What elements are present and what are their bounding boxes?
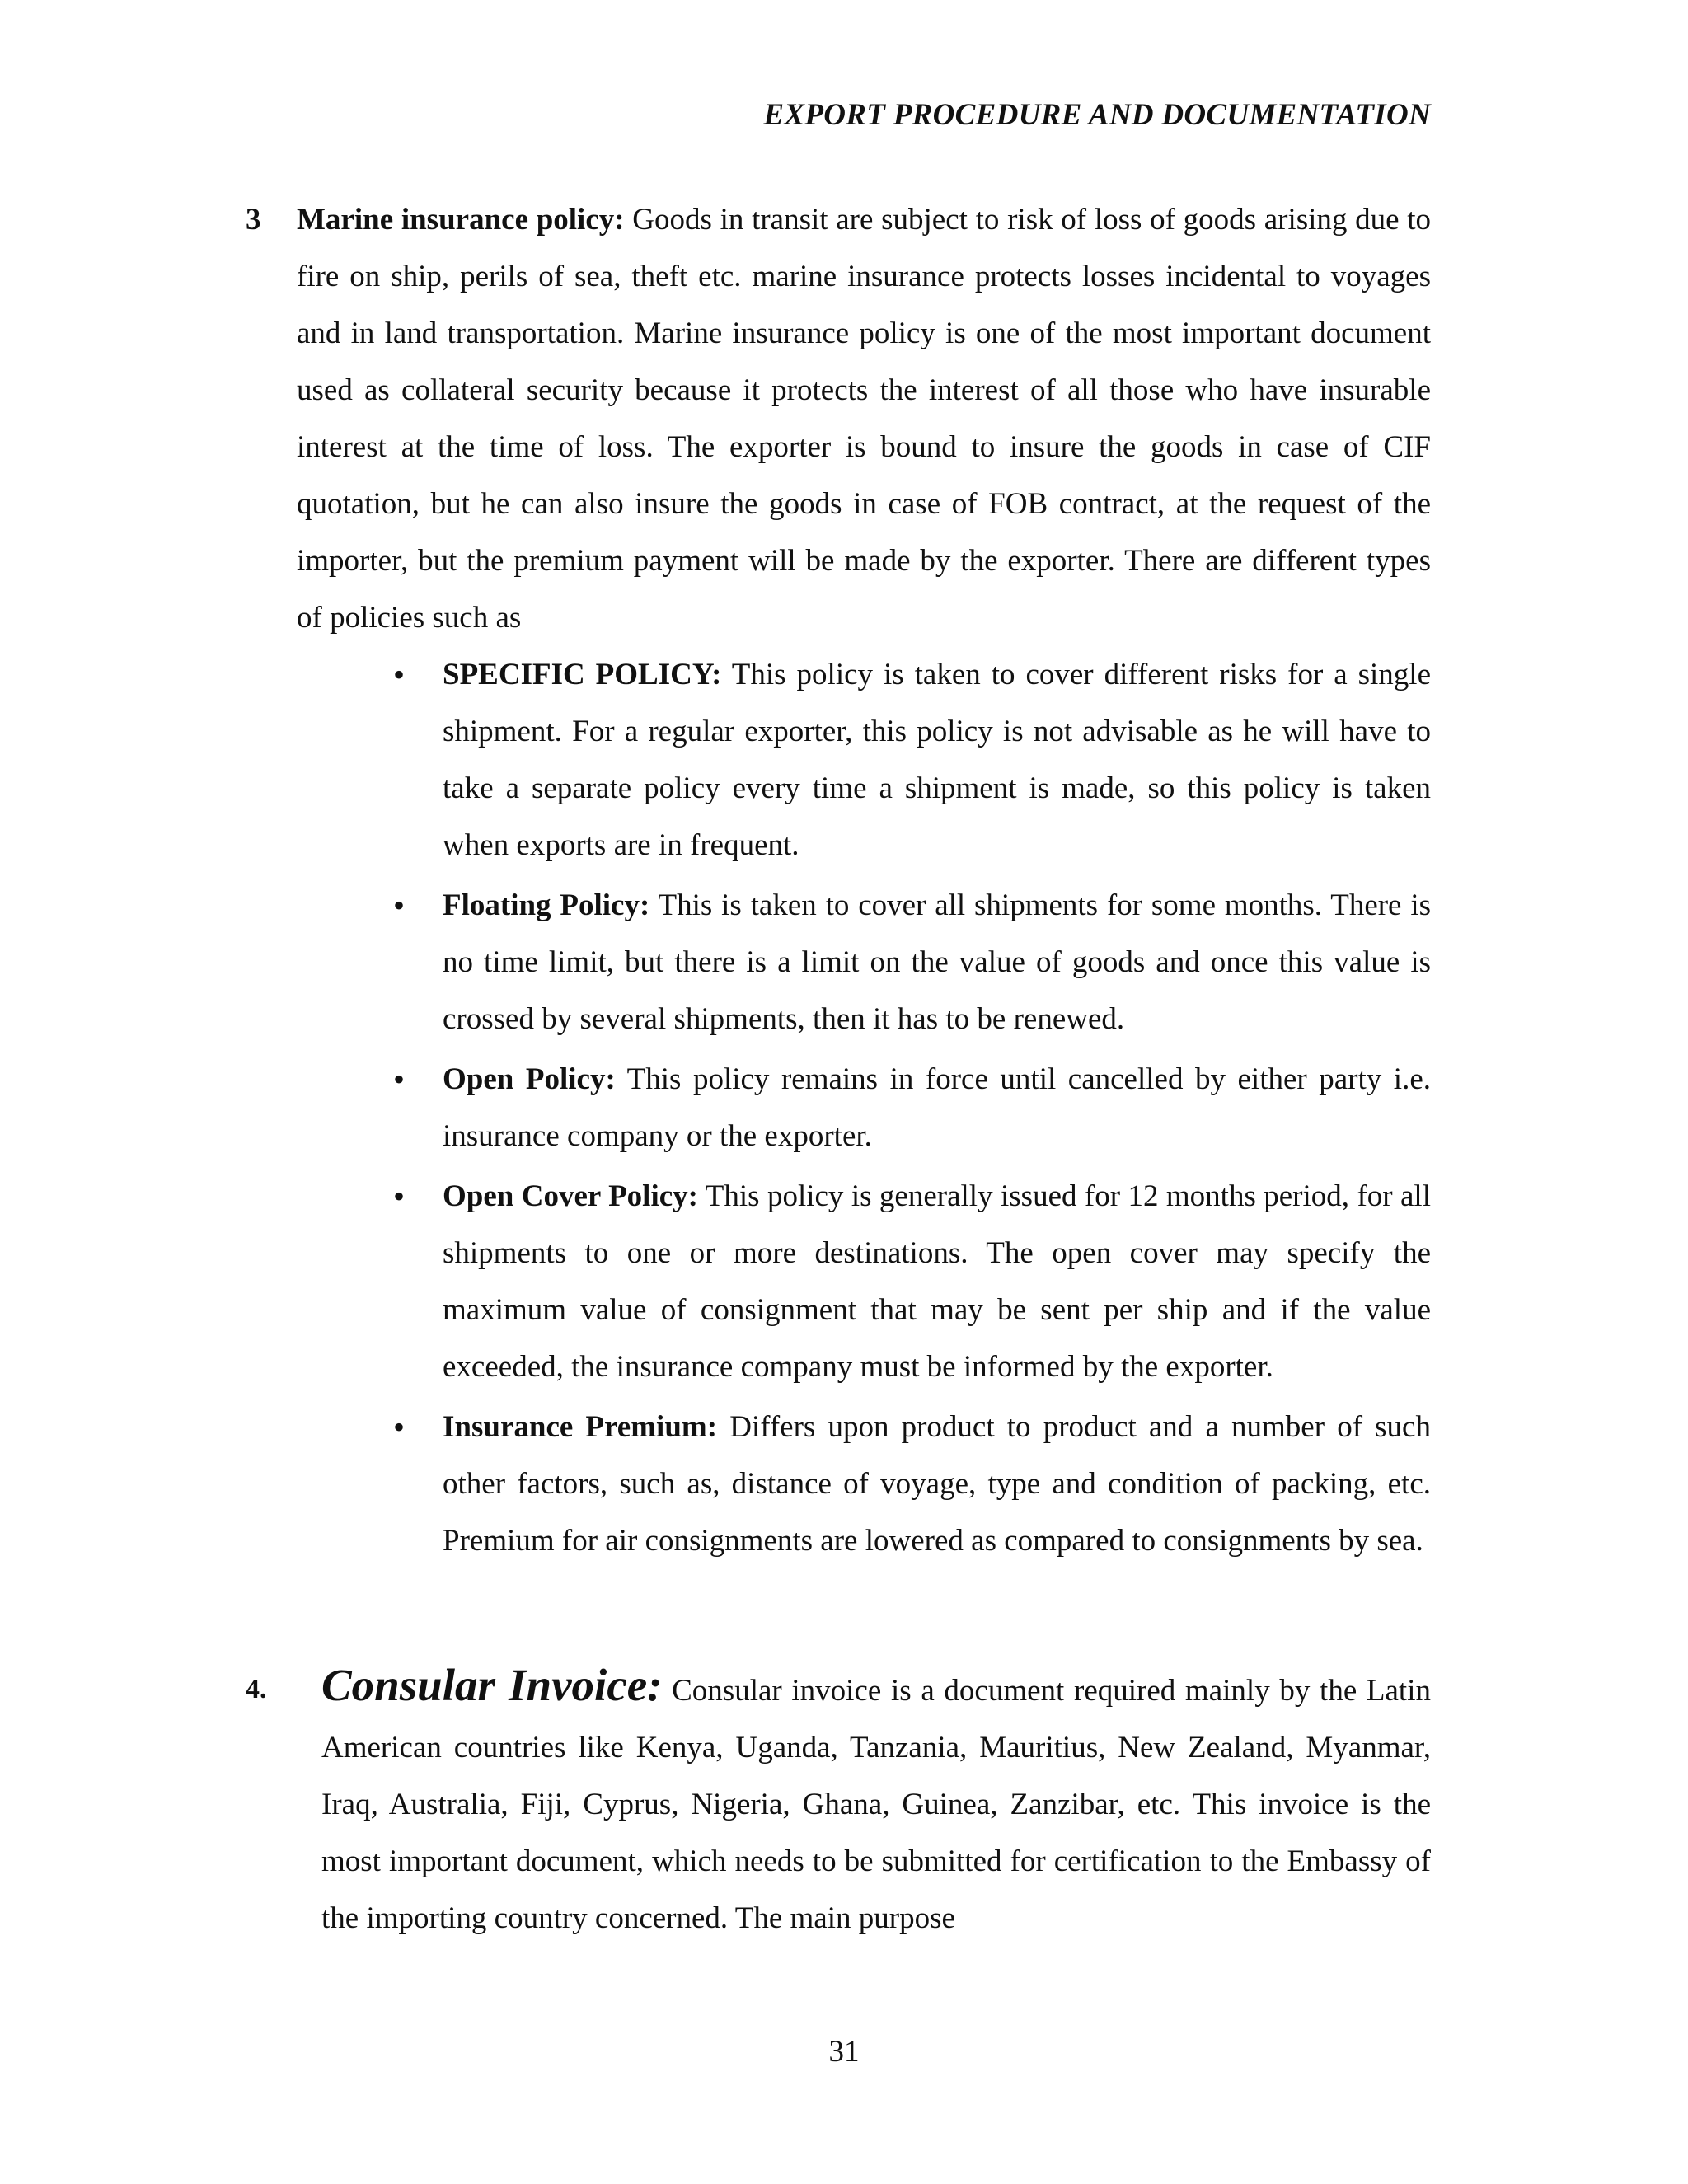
bullet-icon: •: [393, 1178, 406, 1215]
bullet-icon: •: [393, 887, 406, 924]
policy-term: Open Policy:: [443, 1062, 616, 1096]
policy-term: Open Cover Policy:: [443, 1179, 698, 1213]
section-term: Consular Invoice:: [321, 1660, 663, 1710]
policy-text: This policy is taken to cover different risks for a single shipment. For a regular exporter, this policy is not advisable as he will have to take a separate policy every time a shipment is made, so this policy is taken when exports are in frequent.: [443, 658, 1431, 862]
section-marine-insurance: [246, 191, 1432, 646]
policy-text: Differs upon product to product and a number of such other factors, such as, distance of voyage, type and condition of packing, etc. Premium for air consignments are lowered as compared to consignments by sea.: [443, 1410, 1431, 1558]
list-item: [393, 1051, 1432, 1165]
page-number: 31: [828, 2035, 860, 2069]
bullet-icon: •: [393, 656, 406, 693]
section-term: Marine insurance policy:: [297, 203, 625, 237]
section-text: Consular invoice is a document required mainly by the Latin American countries like Kenya, Uganda, Tanzania, Mauritius, New Zealand, Myanmar, Iraq, Australia, Fiji, Cyprus, Nigeria, Ghana, Guinea, Zanzibar, etc. This invoice is the most important document, which needs to be submitted for certification to the Embassy of the importing country concerned. The main purpose: [321, 1674, 1431, 1935]
running-header: EXPORT PROCEDURE AND DOCUMENTATION: [763, 98, 1431, 132]
policy-text: This is taken to cover all shipments for some months. There is no time limit, but there is a limit on the value of goods and once this value is crossed by several shipments, then it has to be renewed.: [443, 888, 1431, 1036]
policy-term: Floating Policy:: [443, 888, 650, 922]
policy-list: [393, 646, 1432, 1572]
section-text: Goods in transit are subject to risk of loss of goods arising due to fire on ship, perils of sea, theft etc. marine insurance protects losses incidental to voyages and in land transportation. Marine insurance policy is one of the most important document used as collateral security because it protects the interest of all those who have insurable interest at the time of loss. The exporter is bound to insure the goods in case of CIF quotation, but he can also insure the goods in case of FOB contract, at the request of the importer, but the premium payment will be made by the exporter. There are different types of policies such as: [297, 203, 1432, 635]
section-number: 4.: [246, 1674, 267, 1704]
list-item: [393, 1168, 1431, 1395]
list-item: [393, 1399, 1431, 1569]
list-item: [393, 646, 1431, 874]
section-consular-invoice: [246, 1660, 1431, 1947]
bullet-icon: •: [393, 1408, 406, 1446]
policy-term: Insurance Premium:: [443, 1410, 718, 1444]
bullet-icon: •: [393, 1061, 406, 1098]
section-number: 3: [246, 203, 261, 237]
policy-text: This policy is generally issued for 12 months period, for all shipments to one or more destinations. The open cover may specify the maximum value of consignment that may be sent per ship and if the value exceeded, the insurance company must be informed by the exporter.: [443, 1179, 1431, 1384]
list-item: [393, 877, 1431, 1047]
policy-term: SPECIFIC POLICY:: [443, 658, 722, 691]
policy-text: This policy remains in force until cancelled by either party i.e. insurance company or the exporter.: [443, 1062, 1432, 1153]
